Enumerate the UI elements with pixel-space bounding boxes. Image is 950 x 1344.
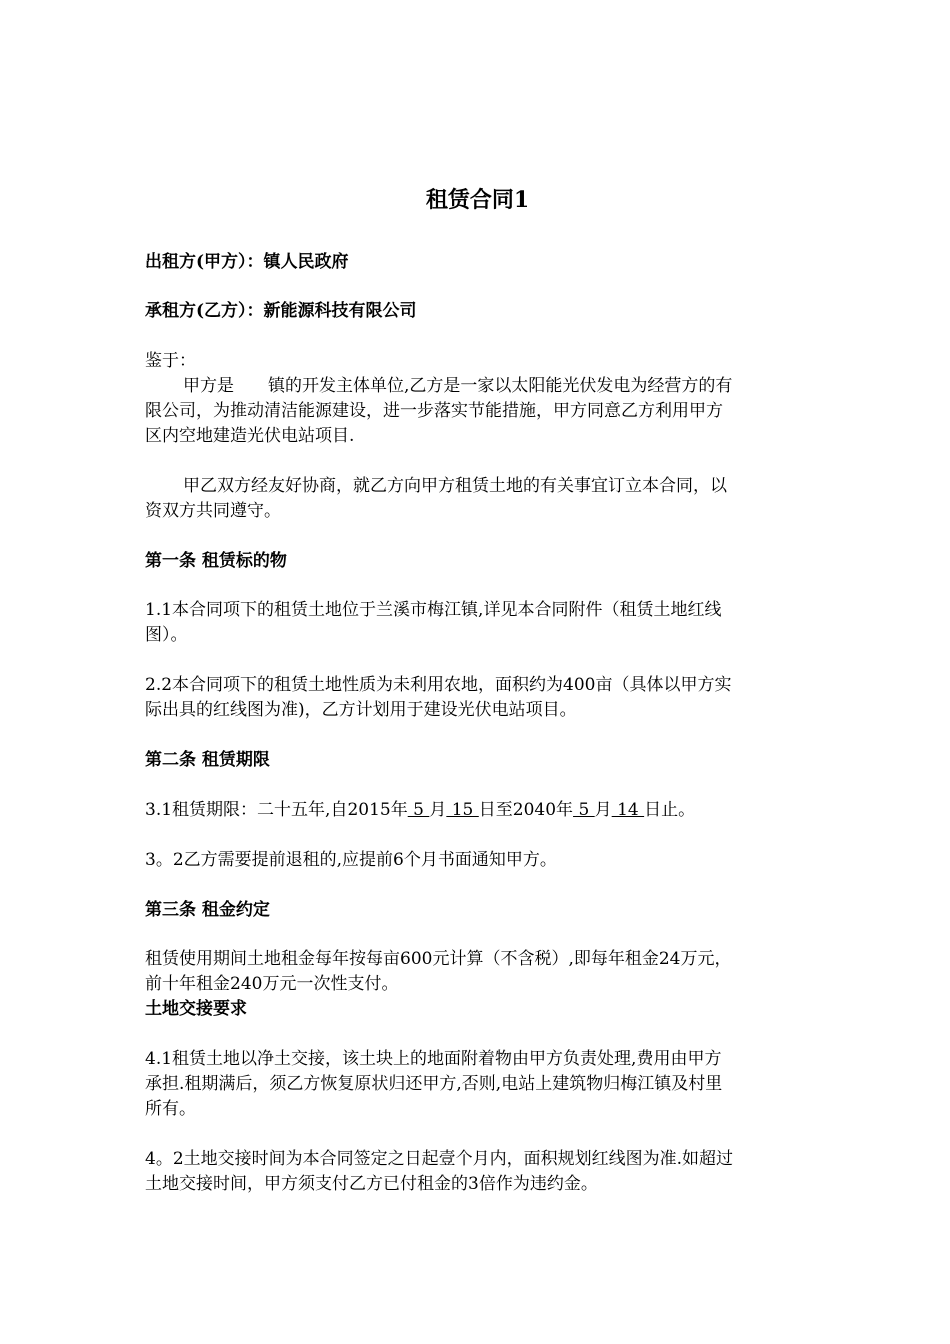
clause-1-2-line: 2.2本合同项下的租赁土地性质为未利用农地，面积约为400亩（具体以甲方实 (145, 675, 732, 695)
whereas-paragraph-1-line: 限公司，为推动清洁能源建设，进一步落实节能措施，甲方同意乙方利用甲方 (145, 401, 723, 421)
clause-1-1-line: 1.1本合同项下的租赁土地位于兰溪市梅江镇,详见本合同附件（租赁土地红线 (145, 600, 722, 620)
article-3-heading: 第三条 租金约定 (145, 900, 270, 920)
clause-3-1-mid: 日至2040年 (478, 800, 574, 820)
lessor-line: 出租方(甲方）：镇人民政府 (145, 252, 349, 272)
end-month: 5 (573, 800, 595, 820)
lessee-line: 承租方(乙方）：新能源科技有限公司 (145, 301, 417, 321)
start-month: 5 (407, 800, 430, 820)
clause-4-1-line: 所有。 (145, 1099, 196, 1119)
whereas-paragraph-2-line: 资双方共同遵守。 (145, 501, 281, 521)
month-label: 月 (594, 800, 612, 820)
clause-1-2-line: 际出具的红线图为准)，乙方计划用于建设光伏电站项目。 (145, 700, 577, 720)
month-label: 月 (429, 800, 447, 820)
whereas-paragraph-2-line: 甲乙双方经友好协商，就乙方向甲方租赁土地的有关事宜订立本合同，以 (183, 476, 727, 496)
clause-3-1 (145, 797, 810, 823)
clause-4-1-line: 4.1租赁土地以净土交接，该土块上的地面附着物由甲方负责处理,费用由甲方 (145, 1049, 722, 1069)
article-2-heading: 第二条 租赁期限 (145, 750, 270, 770)
clause-4-2-line: 4。2土地交接时间为本合同签定之日起壹个月内，面积规划红线图为准.如超过 (145, 1149, 734, 1169)
whereas-paragraph-1-line: 区内空地建造光伏电站项目. (145, 426, 355, 446)
clause-3-1-prefix: 3.1租赁期限：二十五年,自2015年 (145, 800, 408, 820)
rent-text-line: 前十年租金240万元一次性支付。 (145, 974, 399, 994)
whereas-paragraph-1-line: 甲方是 镇的开发主体单位,乙方是一家以太阳能光伏发电为经营方的有 (183, 376, 733, 396)
whereas-label: 鉴于： (145, 351, 196, 371)
article-1-heading: 第一条 租赁标的物 (145, 551, 287, 571)
start-day: 15 (446, 800, 479, 820)
end-day: 14 (611, 800, 645, 820)
clause-4-1-line: 承担.租期满后，须乙方恢复原状归还甲方,否则,电站上建筑物归梅江镇及村里 (145, 1074, 723, 1094)
document-title: 租赁合同1 (425, 187, 530, 213)
clause-3-1-suffix: 日止。 (644, 800, 696, 820)
rent-text-line: 租赁使用期间土地租金每年按每亩600元计算（不含税）,即每年租金24万元， (145, 949, 732, 969)
clause-3-2: 3。2乙方需要提前退租的,应提前6个月书面通知甲方。 (145, 850, 557, 870)
clause-4-2-line: 土地交接时间，甲方须支付乙方已付租金的3倍作为违约金。 (145, 1174, 598, 1194)
document-page (145, 0, 810, 1344)
clause-1-1-line: 图）。 (145, 625, 188, 645)
handover-heading: 土地交接要求 (145, 999, 247, 1019)
